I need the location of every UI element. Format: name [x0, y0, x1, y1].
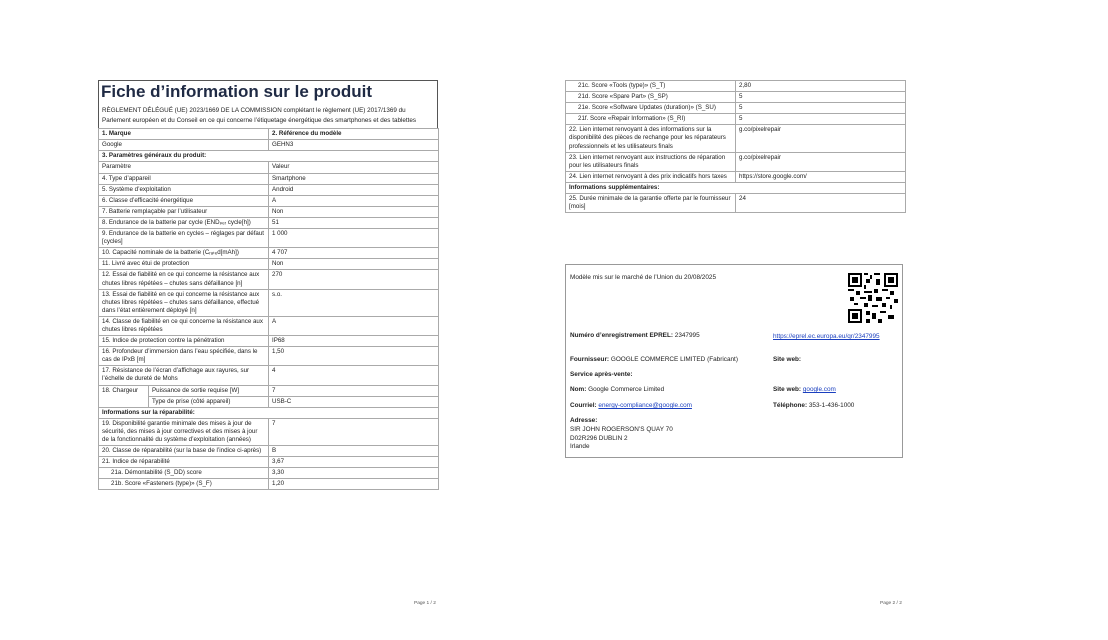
row-value: 24 [736, 194, 906, 213]
table-row [99, 173, 439, 184]
eprel-value: 2347995 [674, 332, 700, 339]
page-1 [98, 80, 438, 490]
eprel-link[interactable]: https://eprel.ec.europa.eu/qr/2347995 [773, 333, 880, 340]
phone-value: 353-1-436-1000 [808, 402, 855, 409]
row-value: B [269, 446, 439, 457]
row-value: 5 [736, 103, 906, 114]
row-label: 13. Essai de fiabilité en ce qui concerne la résistance aux chutes libres répétées – chutes sans défaillance, effectué dans l’état entièrement déployé [n] [99, 289, 269, 316]
row-value: 5 [736, 114, 906, 125]
row-label: 21c. Score «Tools (type)» (S_T) [566, 81, 736, 92]
table-row [99, 316, 439, 335]
row-value: A [269, 195, 439, 206]
row-label: 14. Classe de fiabilité en ce qui concerne la résistance aux chutes libres répétées [99, 316, 269, 335]
row-value: Smartphone [269, 173, 439, 184]
table-row [99, 479, 439, 490]
row-value: USB-C [269, 396, 439, 407]
row-value: 270 [269, 270, 439, 289]
table-row [566, 92, 906, 103]
row-label: 5. Système d’exploitation [99, 184, 269, 195]
row-value: IP68 [269, 336, 439, 347]
row-label: 24. Lien internet renvoyant à des prix indicatifs hors taxes [566, 171, 736, 182]
table-row [99, 396, 439, 407]
phone-row [773, 402, 854, 409]
row-label: 21d. Score «Spare Part» (S_SP) [566, 92, 736, 103]
table-row [99, 457, 439, 468]
row-label: 17. Résistance de l’écran d’affichage aux rayures, sur l’échelle de dureté de Mohs [99, 366, 269, 385]
repair-table [565, 80, 906, 213]
product-table [98, 128, 439, 490]
table-row [99, 184, 439, 195]
section-extra: Informations supplémentaires: [566, 182, 906, 193]
supplier-box [565, 264, 903, 458]
section-general: 3. Paramètres généraux du produit: [99, 151, 439, 162]
email-link[interactable]: energy-compliance@google.com [598, 402, 692, 409]
website2-label: Site web: [773, 386, 802, 393]
table-row [99, 259, 439, 270]
email-label: Courriel: [570, 402, 597, 409]
table-row [566, 171, 906, 182]
row-value: s.o. [269, 289, 439, 316]
website2-row [773, 386, 836, 393]
row-label: Type de prise (côté appareil) [149, 396, 269, 407]
row-value: 51 [269, 217, 439, 228]
address-line: D02R296 DUBLIN 2 [570, 434, 628, 442]
website2-link[interactable]: google.com [802, 386, 836, 393]
row-label: 12. Essai de fiabilité en ce qui concerne la résistance aux chutes libres répétées – chutes sans défaillance [n] [99, 270, 269, 289]
table-row [99, 248, 439, 259]
charger-label: 18. Chargeur [99, 385, 149, 407]
row-label: 21b. Score «Fasteners (type)» (S_F) [99, 479, 269, 490]
website-label: Site web: [773, 356, 802, 363]
table-row [99, 217, 439, 228]
supplier-label: Fournisseur: [570, 356, 610, 363]
address-block [570, 426, 673, 452]
table-row [566, 114, 906, 125]
table-row [99, 366, 439, 385]
table-row [99, 336, 439, 347]
row-value: Non [269, 206, 439, 217]
row-value: 7 [269, 418, 439, 445]
row-label: 21f. Score «Repair Information» (S_RI) [566, 114, 736, 125]
row-value: 3,30 [269, 468, 439, 479]
row-label: 25. Durée minimale de la garantie offerte par le fournisseur [mois] [566, 194, 736, 213]
phone-label: Téléphone: [773, 402, 808, 409]
name-value: Google Commerce Limited [588, 386, 665, 393]
model-label: 2. Référence du modèle [269, 129, 439, 140]
row-label: 16. Profondeur d’immersion dans l’eau spécifiée, dans le cas de IPxB [m] [99, 347, 269, 366]
row-label: Puissance de sortie requise [W] [149, 385, 269, 396]
row-label: 21. Indice de réparabilité [99, 457, 269, 468]
table-row [566, 81, 906, 92]
page-number-1: Page 1 / 2 [414, 601, 436, 606]
row-value: Android [269, 184, 439, 195]
table-row [566, 103, 906, 114]
supplier-row [570, 356, 738, 363]
row-label: 15. Indice de protection contre la pénétration [99, 336, 269, 347]
row-value: g.co/pixelrepair [736, 125, 906, 152]
value-header: Valeur [269, 162, 439, 173]
row-value: 7 [269, 385, 439, 396]
row-label: 7. Batterie remplaçable par l’utilisateur [99, 206, 269, 217]
row-label: 8. Endurance de la batterie par cycle (ENDₚₑᵣ cycle[h]) [99, 217, 269, 228]
param-header: Paramètre [99, 162, 269, 173]
address-line: SIR JOHN ROGERSON’S QUAY 70 [570, 426, 673, 433]
row-value: 4 [269, 366, 439, 385]
address-label: Adresse: [570, 417, 598, 424]
row-value: 2,80 [736, 81, 906, 92]
page-2 [565, 80, 905, 213]
page-number-2: Page 2 / 2 [880, 601, 902, 606]
eprel-label: Numéro d’enregistrement EPREL: [570, 332, 673, 339]
service-label: Service après-vente: [570, 371, 633, 378]
row-label: 6. Classe d’efficacité énergétique [99, 195, 269, 206]
table-row [99, 229, 439, 248]
row-value: g.co/pixelrepair [736, 152, 906, 171]
row-label: 11. Livré avec étui de protection [99, 259, 269, 270]
name-row [570, 386, 664, 393]
row-value: A [269, 316, 439, 335]
row-label: 21a. Démontabilité (S_DD) score [99, 468, 269, 479]
table-row [99, 347, 439, 366]
table-row [99, 206, 439, 217]
table-row [99, 385, 439, 396]
brand-label: 1. Marque [99, 129, 269, 140]
row-value: 5 [736, 92, 906, 103]
name-label: Nom: [570, 386, 587, 393]
row-label: 19. Disponibilité garantie minimale des mises à jour de sécurité, des mises à jour correctives et des mises à jour de la fonctionnalité du système d’exploitation (années) [99, 418, 269, 445]
row-value: Non [269, 259, 439, 270]
table-row [566, 152, 906, 171]
page-title: Fiche d’information sur le produit [101, 82, 373, 101]
market-text: Modèle mis sur le marché de l’Union du 20/08/2025 [570, 274, 717, 281]
table-row [99, 418, 439, 445]
row-label: 20. Classe de réparabilité (sur la base de l’indice ci-après) [99, 446, 269, 457]
table-row [99, 468, 439, 479]
table-row [99, 446, 439, 457]
row-label: 23. Lien internet renvoyant aux instructions de réparation pour les utilisateurs finals [566, 152, 736, 171]
row-label: 10. Capacité nominale de la batterie (Cᵣₐₜₑd[mAh]) [99, 248, 269, 259]
model-value: GEHN3 [269, 140, 439, 151]
row-value: 1,20 [269, 479, 439, 490]
header-box [98, 80, 438, 128]
eprel-row [570, 332, 700, 339]
table-row [99, 195, 439, 206]
email-row [570, 402, 692, 409]
table-row [99, 270, 439, 289]
address-line: Irlande [570, 443, 590, 450]
row-label: 9. Endurance de la batterie en cycles – réglages par défaut [cycles] [99, 229, 269, 248]
supplier-value: GOOGLE COMMERCE LIMITED (Fabricant) [610, 356, 738, 363]
qr-code-icon [848, 273, 898, 323]
brand-value: Google [99, 140, 269, 151]
row-label: 4. Type d’appareil [99, 173, 269, 184]
row-value: https://store.google.com/ [736, 171, 906, 182]
table-row [566, 194, 906, 213]
table-row [566, 125, 906, 152]
table-row [99, 289, 439, 316]
row-label: 22. Lien internet renvoyant à des informations sur la disponibilité des pièces de rechange pour les réparateurs professionnels et les utilisateurs finals [566, 125, 736, 152]
row-value: 1 000 [269, 229, 439, 248]
row-label: 21e. Score «Software Updates (duration)» (S_SU) [566, 103, 736, 114]
section-repair: Informations sur la réparabilité: [99, 407, 439, 418]
row-value: 1,50 [269, 347, 439, 366]
regulation-text: RÈGLEMENT DÉLÉGUÉ (UE) 2023/1669 DE LA COMMISSION complétant le règlement (UE) 2017/1369 du Parlement européen et du Conseil en ce qui concerne l’étiquetage énergétique des smartphones et des tablettes [102, 107, 417, 124]
row-value: 3,67 [269, 457, 439, 468]
row-value: 4 707 [269, 248, 439, 259]
